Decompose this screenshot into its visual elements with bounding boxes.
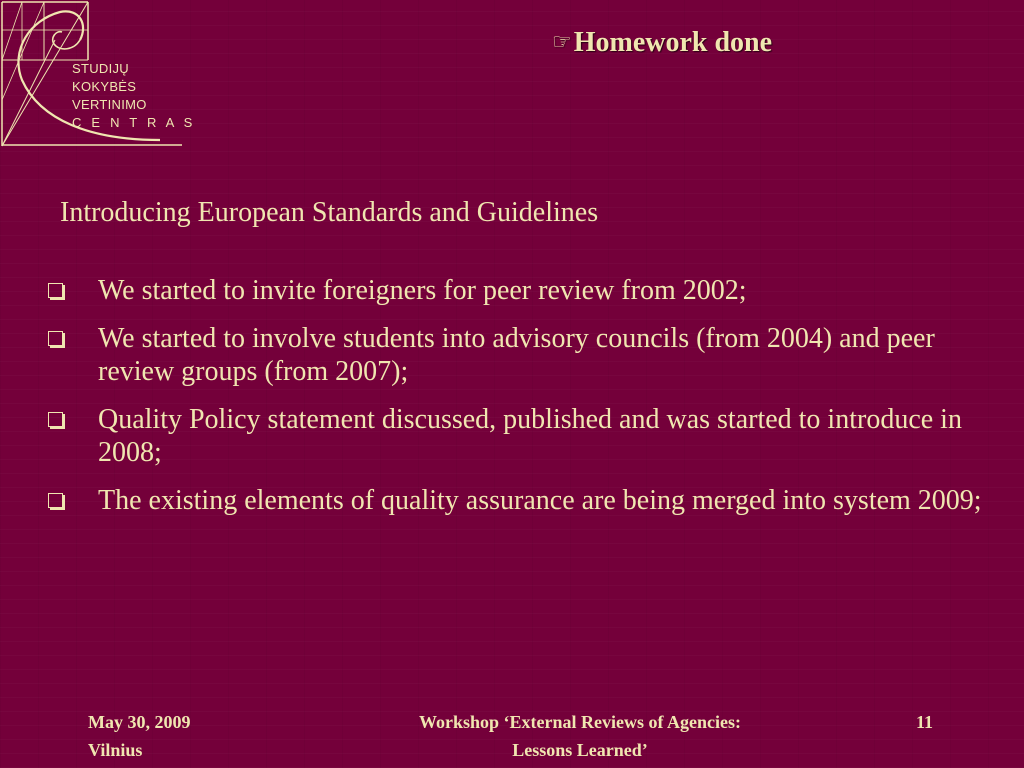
checkbox-bullet-icon (48, 283, 63, 298)
bullet-text: We started to invite foreigners for peer review from 2002; (98, 275, 747, 306)
logo (0, 0, 196, 150)
logo-line-2: KOKYBĖS (72, 79, 137, 94)
bullet-item (48, 274, 998, 307)
bullet-text: Quality Policy statement discussed, published and was started to introduce in 2008; (98, 404, 962, 468)
logo-line-1: STUDIJŲ (72, 61, 129, 76)
pointing-hand-icon: ☞ (552, 29, 572, 54)
footer-workshop-line-2: Lessons Learned’ (512, 740, 648, 760)
checkbox-bullet-icon (48, 493, 63, 508)
footer-date: May 30, 2009 (88, 712, 191, 732)
slide-title-text: Homework done (573, 27, 773, 58)
bullet-item (48, 322, 998, 388)
slide-title (552, 27, 772, 59)
logo-line-4: C E N T R A S (72, 115, 196, 130)
footer-workshop (370, 708, 790, 764)
checkbox-bullet-icon (48, 412, 63, 427)
footer-place: Vilnius (88, 740, 143, 760)
bullet-item (48, 403, 998, 469)
footer-workshop-line-1: Workshop ‘External Reviews of Agencies: (419, 712, 741, 732)
slide-subtitle: Introducing European Standards and Guidelines (60, 197, 599, 228)
bullet-text: We started to involve students into advisory councils (from 2004) and peer review groups (from 2007); (98, 323, 935, 387)
bullet-list (48, 274, 998, 532)
footer-date-place (88, 708, 191, 764)
logo-text (72, 60, 196, 132)
bullet-item (48, 484, 998, 517)
page-number: 11 (916, 712, 934, 732)
logo-line-3: VERTINIMO (72, 97, 147, 112)
bullet-text: The existing elements of quality assurance are being merged into system 2009; (98, 485, 982, 516)
checkbox-bullet-icon (48, 331, 63, 346)
